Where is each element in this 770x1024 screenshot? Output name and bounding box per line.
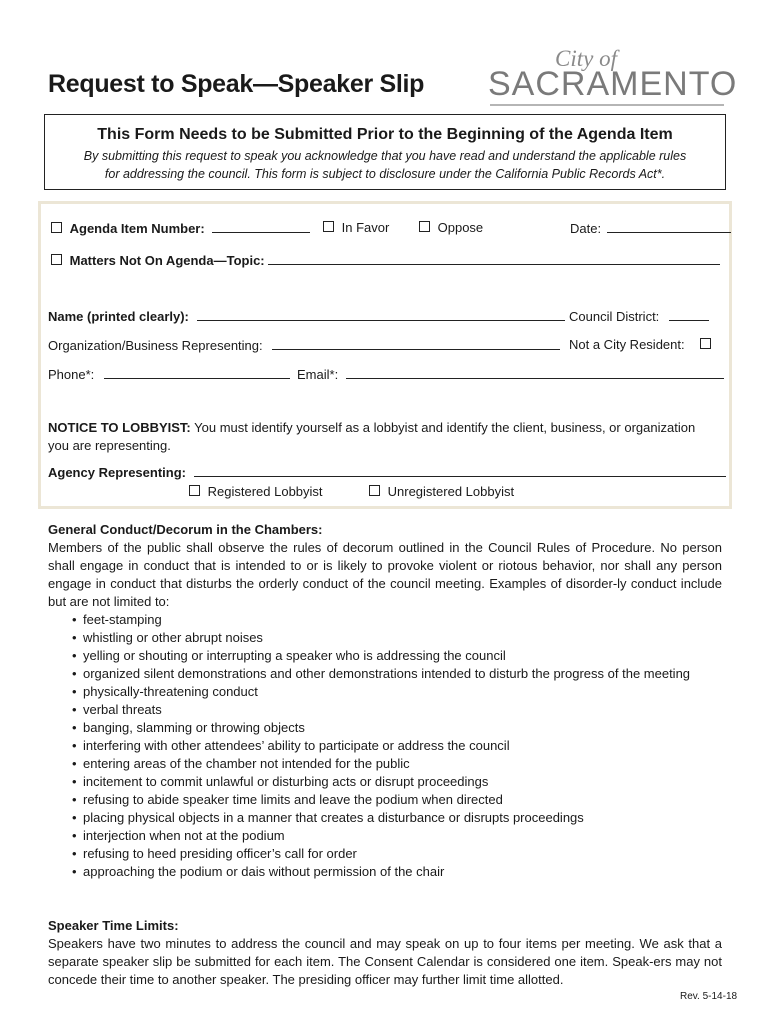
list-item: • feet-stamping [72,611,722,629]
date-row [570,220,731,236]
oppose-option [419,220,483,235]
registered-option [189,484,323,499]
agenda-item-checkbox[interactable] [51,222,62,233]
list-item: • banging, slamming or throwing objects [72,719,722,737]
phone-label: Phone*: [48,367,95,382]
matters-topic-field[interactable] [268,252,720,265]
in-favor-label: In Favor [341,220,390,235]
email-field[interactable] [346,366,724,379]
registered-label: Registered Lobbyist [207,484,323,499]
organization-label: Organization/Business Representing: [48,338,263,353]
agenda-item-field[interactable] [212,220,310,233]
lobbyist-notice [48,419,695,455]
list-item: • yelling or shouting or interrupting a speaker who is addressing the council [72,647,722,665]
list-item: • verbal threats [72,701,722,719]
council-district-field[interactable] [669,308,709,321]
notice-line-1: By submitting this request to speak you acknowledge that you have read and understand the applicable rules [83,149,687,163]
phone-field[interactable] [104,366,290,379]
lobbyist-notice-text: You must identify yourself as a lobbyist and identify the client, business, or organization [194,420,696,435]
page-title: Request to Speak—Speaker Slip [48,70,425,98]
phone-row [48,366,290,382]
time-limits-text: Speakers have two minutes to address the council and may speak on up to four items per meeting. We ask that a separate speaker slip be submitted for each item. The Consent Calendar is considered one item. Speak-ers may not concede their time to another speaker. The presiding officer may further limit time allotted. [48,936,722,987]
matters-label: Matters Not On Agenda—Topic: [69,253,265,268]
registered-checkbox[interactable] [189,485,200,496]
agenda-item-label: Agenda Item Number: [69,221,205,236]
time-limits-title: Speaker Time Limits: [48,918,179,933]
unregistered-checkbox[interactable] [369,485,380,496]
oppose-label: Oppose [437,220,484,235]
agency-row [48,464,726,480]
lobbyist-notice-title: NOTICE TO LOBBYIST: [48,420,191,435]
conduct-section [48,521,722,881]
city-logo [488,46,738,108]
name-row [48,308,565,324]
list-item: • organized silent demonstrations and other demonstrations intended to disturb the progress of the meeting [72,665,722,683]
in-favor-checkbox[interactable] [323,221,334,232]
council-district-label: Council District: [569,309,660,324]
in-favor-option [323,220,389,235]
name-label: Name (printed clearly): [48,309,189,324]
oppose-checkbox[interactable] [419,221,430,232]
date-label: Date: [570,221,602,236]
list-item: • incitement to commit unlawful or disturbing acts or disrupt proceedings [72,773,722,791]
revision-date: Rev. 5-14-18 [680,991,738,1002]
list-item: • interfering with other attendees’ ability to participate or address the council [72,737,722,755]
list-item: • physically-threatening conduct [72,683,722,701]
list-item: • whistling or other abrupt noises [72,629,722,647]
list-item: • placing physical objects in a manner that creates a disturbance or disrupts proceedings [72,809,722,827]
conduct-title: General Conduct/Decorum in the Chambers: [48,522,323,537]
conduct-intro: Members of the public shall observe the rules of decorum outlined in the Council Rules of Procedure. No person shall engage in conduct that is intended to or is likely to provoke violent or riotous behavior, nor shall any person engage in conduct that disturbs the orderly conduct of the council meeting. Examples of disorder-ly conduct include but are not limited to: [48,540,722,609]
speaker-form [38,201,732,509]
date-field[interactable] [607,220,731,233]
logo-underline [490,104,724,106]
agenda-item-row [51,220,310,236]
agency-label: Agency Representing: [48,465,186,480]
notice-text [45,147,725,183]
email-row [297,366,724,382]
submission-notice [44,114,726,190]
list-item: • refusing to heed presiding officer’s call for order [72,845,722,863]
organization-field[interactable] [272,337,560,350]
name-field[interactable] [197,308,565,321]
matters-row [51,252,720,268]
list-item: • interjection when not at the podium [72,827,722,845]
not-resident-label: Not a City Resident: [569,337,685,352]
not-resident-checkbox[interactable] [700,338,711,349]
logo-city-of: City of [555,46,617,71]
matters-checkbox[interactable] [51,254,62,265]
council-district-row [569,308,709,324]
list-item: • entering areas of the chamber not intended for the public [72,755,722,773]
notice-title: This Form Needs to be Submitted Prior to the Beginning of the Agenda Item [97,126,673,143]
logo-sacramento: SACRAMENTO [488,65,738,103]
list-item: • refusing to abide speaker time limits and leave the podium when directed [72,791,722,809]
not-resident-row [569,337,715,352]
organization-row [48,337,560,353]
lobbyist-notice-text-2: you are representing. [48,438,171,453]
list-item: • approaching the podium or dais without permission of the chair [72,863,722,881]
unregistered-option [369,484,514,499]
unregistered-label: Unregistered Lobbyist [387,484,515,499]
agency-field[interactable] [194,464,726,477]
conduct-list [48,611,722,881]
time-limits-section [48,917,722,989]
email-label: Email*: [297,367,339,382]
notice-line-2: for addressing the council. This form is subject to disclosure under the California Public Records Act*. [104,167,666,181]
